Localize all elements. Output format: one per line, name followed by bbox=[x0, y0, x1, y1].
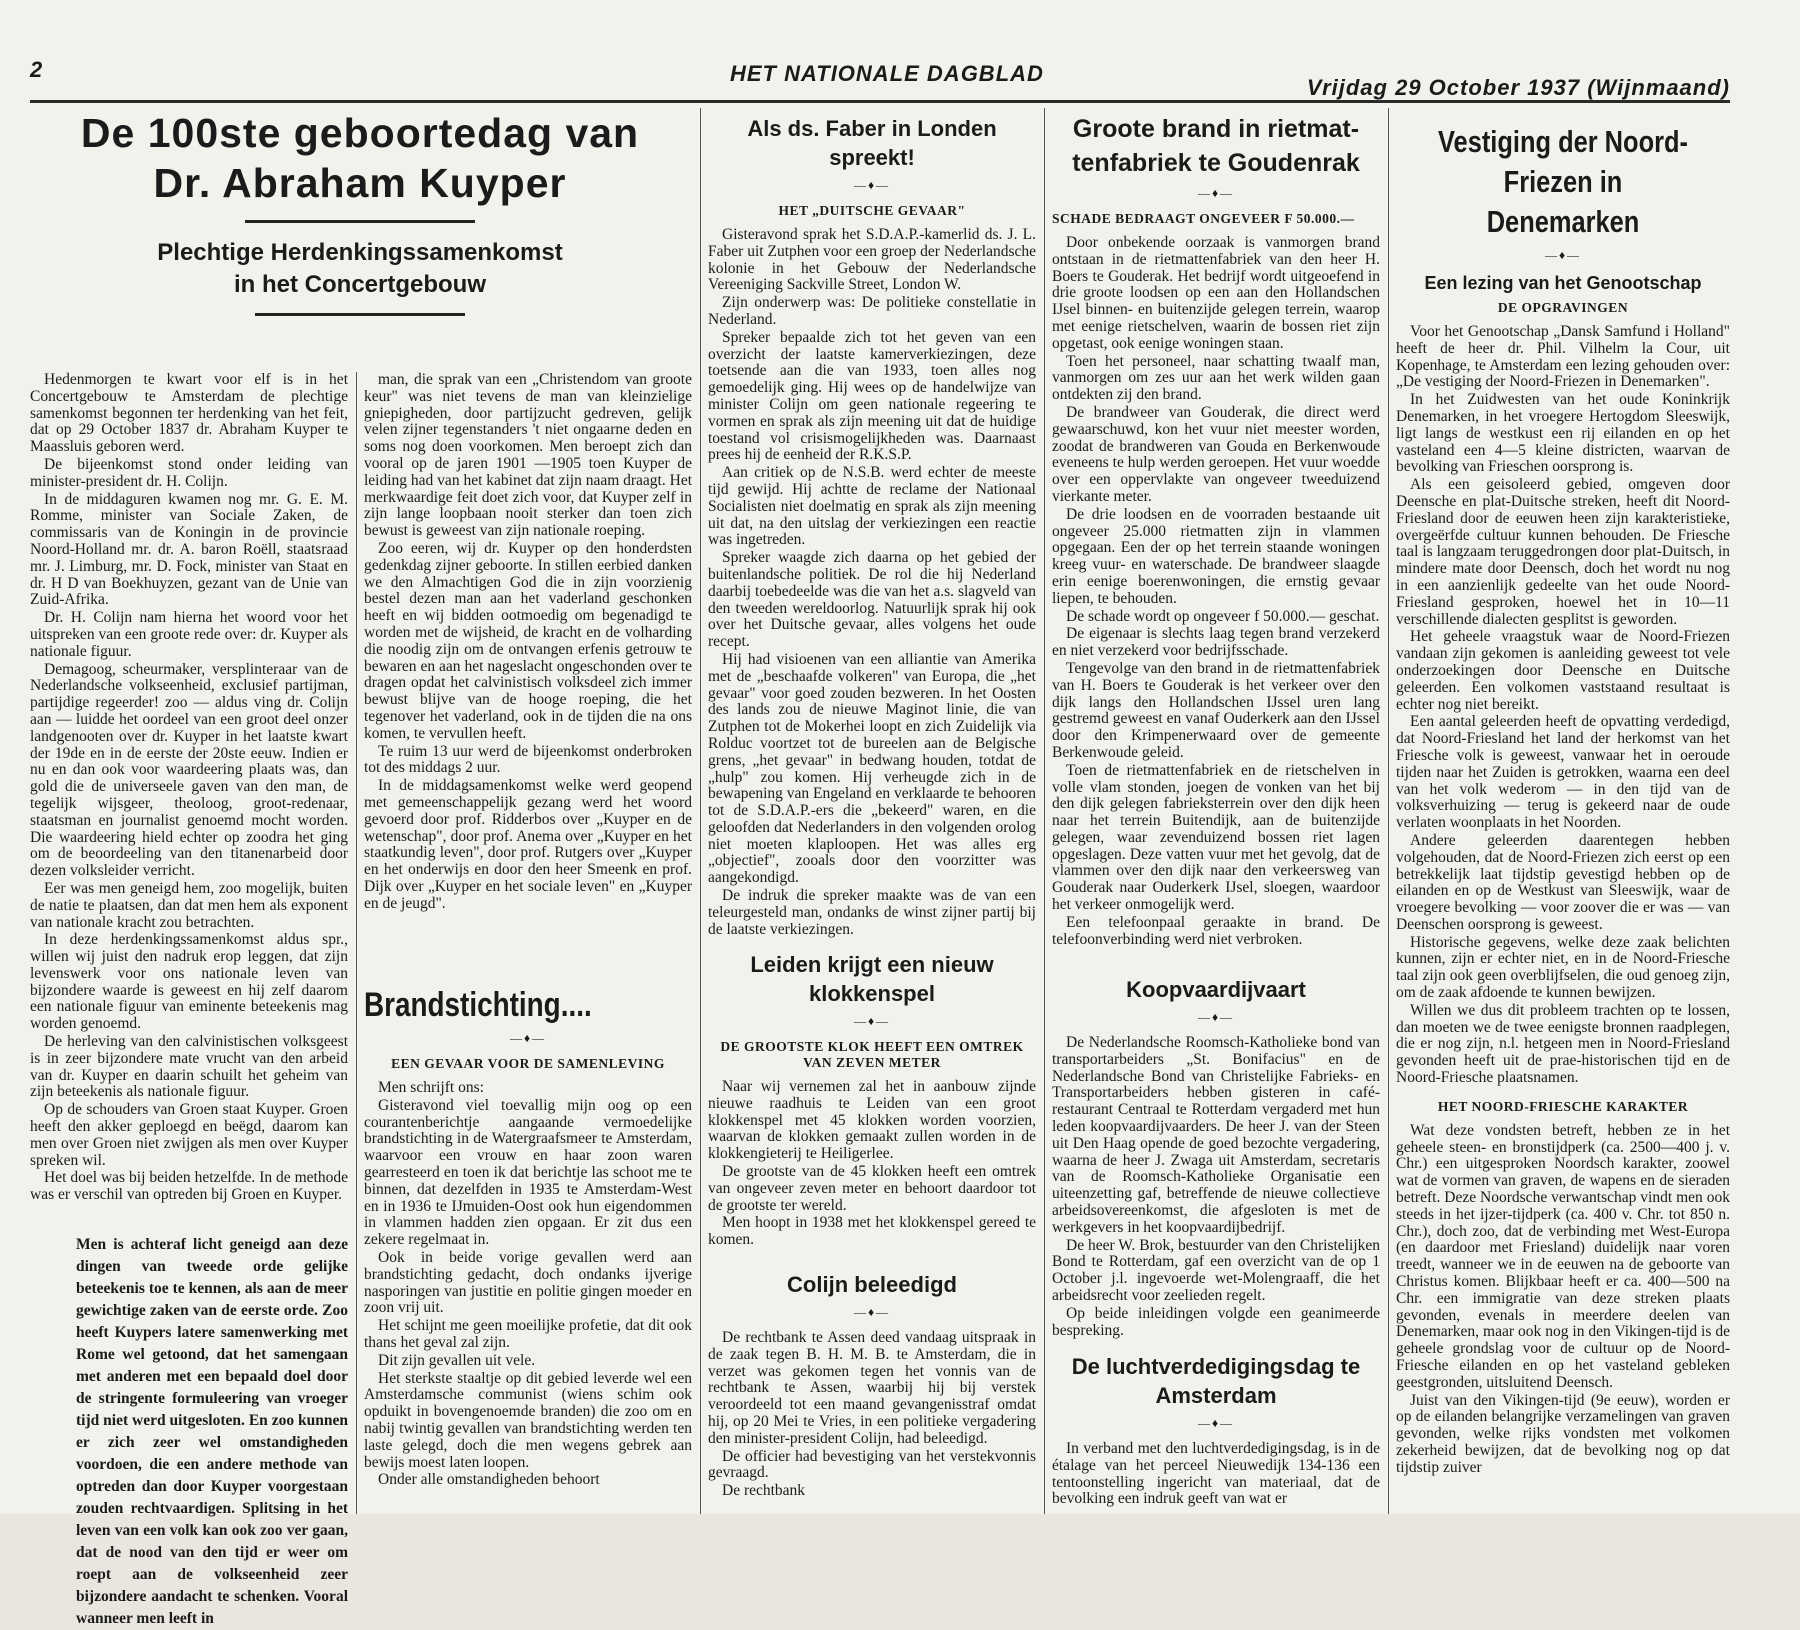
paragraph: man, die sprak van een „Christendom van groote keur" was niet tevens de man van kleinzielige gniepigheden, door partijzucht gedreven, gelijk velen zijner tegenstanders 't niet ongaarne deden en soms nog doen voorkomen. Men beroept zich dan vooral op de jaren 1901 —1905 toen Kuyper de leiding had van het kabinet dat zijn naam draagt. Het merkwaardige feit doet zich voor, dat Kuyper zelf in zijn lange loopbaan nooit sterker dan toen zich bewust is geweest van zijn nationale roeping. bbox=[364, 371, 692, 540]
paragraph: De indruk die spreker maakte was de van een teleurgesteld man, ondanks de winst zijner partij bij de laatste verkiezingen. bbox=[708, 887, 1036, 938]
paragraph: Als een geisoleerd gebied, omgeven door Deensche en plat-Duitsche streken, heeft dit Noord-Friesland door de eeuwen heen zijn karakteristieke, overgeërfde cultuur kunnen behouden. De Friesche taal is langzaam teruggedrongen door plat-Duitsch, in mindere mate door Deensch, doch het wordt nu nog in een aanzienlijk gedeelte van het oude Noord-Friesland gesproken, hoewel het in 10—11 verschillende dialecten gesplitst is geworden. bbox=[1396, 476, 1730, 628]
friezen-subtitle: Een lezing van het Genootschap bbox=[1424, 273, 1702, 293]
paragraph: De heer W. Brok, bestuurder van den Christelijken Bond te Rotterdam, gaf een overzicht van de op 1 October j.l. ingevoerde wet-Molengraaff, die het arbeidsrecht voor zeelieden regelt. bbox=[1052, 1236, 1380, 1304]
friezen-kicker: DE OPGRAVINGEN bbox=[1497, 300, 1629, 315]
paragraph: Op beide inleidingen volgde een geanimeerde bespreking. bbox=[1052, 1304, 1380, 1339]
paragraph: Toen het personeel, naar schatting twaalf man, vanmorgen om zes uur aan het werk wilden gaan ontdekten zij den brand. bbox=[1052, 352, 1380, 404]
paragraph: Zijn onderwerp was: De politieke constellatie in Nederland. bbox=[708, 294, 1036, 328]
paragraph: De bijeenkomst stond onder leiding van minister-president dr. H. Colijn. bbox=[30, 455, 348, 490]
paragraph: Willen we dus dit probleem trachten op te lossen, dan moeten we de twee eenigste bronnen raadplegen, die er nog zijn, n.l. hetgeen men in Noord-Friesland gevonden heeft uit de prae-historischen tijd en de Noord-Friesche plaatsnamen. bbox=[1396, 1001, 1730, 1087]
paragraph: Juist van den Vikingen-tijd (9e eeuw), worden er op de eilanden belangrijke verzamelingen van graven gevonden, welke rijks vondsten met volkomen zekerheid bewijzen, dat de bevolking nog op dat tijdstip zuiver bbox=[1396, 1391, 1730, 1476]
ornament: —♦— bbox=[853, 1014, 891, 1028]
paragraph: Men hoopt in 1938 met het klokkenspel gereed te komen. bbox=[708, 1214, 1036, 1249]
paragraph: Door onbekende oorzaak is vanmorgen brand ontstaan in de rietmattenfabriek van den heer H. Boers te Gouderak. Het bedrijf wordt uitgeoefend in drie groote loodsen op een aan den Hollandschen IJsel binnen- en buitenzijde gelegen terrein, waarop met eenige rietschelven, waarin de bossen riet zijn opgetast, ook eenige woningen staan. bbox=[1052, 234, 1380, 352]
kuyper-body-bold bbox=[30, 1234, 348, 1630]
page-number: 2 bbox=[30, 57, 43, 82]
column-divider bbox=[700, 108, 701, 1514]
ornament: —♦— bbox=[1197, 1010, 1235, 1024]
paragraph: Het geheele vraagstuk waar de Noord-Friezen vandaan zijn gekomen is aanleiding geweest tot vele onderzoekingen door Deensche en Duitsche geleerden. Een volkomen vaststaand resultaat is echter nog niet bereikt. bbox=[1396, 628, 1730, 713]
paragraph: De drie loodsen en de voorraden bestaande uit ongeveer 25.000 rietmatten zijn in vlammen opgegaan. Een der op het terrein staande woningen kreeg vuur- en waterschade. De brandweer slaagde erin eenige boerenwoningen, die ernstig gevaar liepen, te behouden. bbox=[1052, 505, 1380, 607]
paragraph: In de middaguren kwamen nog mr. G. E. M. Romme, minister van Sociale Zaken, de commissaris van de Koningin in de provincie Noord-Holland mr. dr. A. baron Roëll, staatsraad mr. J. Limburg, mr. D. Fock, minister van Staat en dr. H D van Boekhuyzen, gezant van de Unie van Zuid-Afrika. bbox=[30, 490, 348, 609]
friezen-title-line2: Friezen in Denemarken bbox=[1486, 164, 1640, 239]
kuyper-column-1 bbox=[30, 371, 348, 1628]
paragraph: Op de schouders van Groen staat Kuyper. Groen heeft den akker geploegd en beëgd, daarom kan men over Groen niet zwijgen als men over Kuyper spreken wil. bbox=[30, 1101, 348, 1169]
paragraph: De grootste van de 45 klokken heeft een omtrek van ongeveer zeven meter en behoort daardoor tot de grootste ter wereld. bbox=[708, 1162, 1036, 1214]
paragraph: Zoo eeren, wij dr. Kuyper op den honderdsten gedenkdag zijner geboorte. In stillen eerbied danken we den Almachtigen God die in zijn voorzienig bestel dezen man aan het vaderland geschonken heeft en wij bidden ootmoedig om begenadigd te worden met de wijsheid, de kracht en de volharding die noodig zijn om de ontvangen erfenis getrouw te bewaren en aan het nageslacht ongeschonden over te dragen opdat het calvinistisch volksdeel zich immer bewust blijve van de hooge roeping, die het tegenover het vaderland, ook in de tijden die na ons komen, te vervullen heeft. bbox=[364, 539, 692, 742]
friezen-kicker-2: HET NOORD-FRIESCHE KARAKTER bbox=[1437, 1098, 1689, 1114]
paragraph: De eigenaar is slechts laag tegen brand verzekerd en niet verzekerd voor bedrijfsschade. bbox=[1052, 625, 1380, 660]
brand2-article bbox=[1052, 108, 1380, 968]
kuyper-title-line1: De 100ste geboortedag van bbox=[80, 110, 640, 156]
paragraph: Het schijnt me geen moeilijke profetie, dat dit ook thans het geval zal zijn. bbox=[364, 1317, 692, 1351]
paragraph: Men schrijft ons: bbox=[378, 1079, 484, 1096]
paragraph: Te ruim 13 uur werd de bijeenkomst onderbroken tot des middags 2 uur. bbox=[364, 742, 692, 777]
paragraph: Een telefoonpaal geraakte in brand. De telefoonverbinding werd niet verbroken. bbox=[1052, 913, 1380, 948]
paragraph: Gisteravond sprak het S.D.A.P.-kamerlid ds. J. L. Faber uit Zutphen voor een groep der Nederlandsche kolonie in het Gebouw der Nederlandsche Vereeniging Sackville Street, London W. bbox=[708, 226, 1036, 294]
friezen-article bbox=[1396, 108, 1730, 1514]
paragraph: De officier had bevestiging van het verstekvonnis gevraagd. bbox=[708, 1447, 1036, 1482]
issue-date: Vrijdag 29 October 1937 (Wijnmaand) bbox=[1306, 75, 1730, 100]
leiden-title-line1: Leiden krijgt een nieuw bbox=[750, 952, 994, 977]
colijn-article bbox=[708, 1270, 1036, 1514]
paragraph: Historische gegevens, welke deze zaak belichten kunnen, zijn er echter niet, en in de Noord-Friesche taal zijn ook geen overblijfselen, die oud genoeg zijn, om de zaak afdoende te kunnen bewijzen. bbox=[1396, 933, 1730, 1002]
lucht-title-line2: Amsterdam bbox=[1155, 1383, 1277, 1408]
brand2-kicker: SCHADE BEDRAAGT ONGEVEER F 50.000.— bbox=[1052, 211, 1355, 226]
koop-article bbox=[1052, 975, 1380, 1345]
paper-name: HET NATIONALE DAGBLAD bbox=[730, 61, 1044, 86]
paragraph: Het doel was bij beiden hetzelfde. In de methode was er verschil van optreden bij Groen en Kuyper. bbox=[30, 1169, 348, 1204]
ornament: —♦— bbox=[853, 178, 891, 192]
paragraph: Hedenmorgen te kwart voor elf is in het Concertgebouw te Amsterdam de plechtige samenkomst begonnen ter herdenking van het feit, dat op 29 October 1837 dr. Abraham Kuyper te Maassluis geboren werd. bbox=[30, 371, 348, 456]
lucht-title-line1: De luchtverdedigingsdag te bbox=[1071, 1354, 1361, 1379]
title-rule bbox=[245, 220, 475, 223]
subtitle-rule bbox=[255, 313, 465, 316]
kuyper-subtitle-line2: in het Concertgebouw bbox=[234, 271, 486, 298]
leiden-kicker: DE GROOTSTE KLOK HEEFT EEN OMTREK VAN ZEVEN METER bbox=[720, 1039, 1024, 1070]
faber-title: Als ds. Faber in Londen spreekt! bbox=[747, 116, 997, 170]
paragraph: Spreker waagde zich daarna op het gebied der buitenlandsche politiek. De rol die hij Nederland daarbij toebedeelde was die van het a.s. slagveld van den tweeden wereldoorlog. Natuurlijk sprak hij ook over het Duitsche gevaar, alles volgens het oude recept. bbox=[708, 549, 1036, 651]
ornament: —♦— bbox=[509, 1031, 547, 1045]
kuyper-headline-block bbox=[30, 108, 690, 378]
paragraph: De rechtbank te Assen deed vandaag uitspraak in de zaak tegen B. H. M. B. te Amsterdam, die in verzet was gekomen tegen het vonnis van de rechtbank te Assen, waarbij hij bij verstek veroordeeld tot een maand gevangenisstraf omdat hij, op 20 Mei te Vries, in een politieke vergadering den minister-president Colijn, had beleedigd. bbox=[708, 1329, 1036, 1447]
kuyper-column-2 bbox=[364, 372, 692, 972]
faber-kicker: HET „DUITSCHE GEVAAR" bbox=[778, 203, 966, 218]
brand2-title-line2: tenfabriek te Goudenrak bbox=[1072, 149, 1360, 177]
brand-article bbox=[364, 985, 692, 1514]
lucht-article bbox=[1052, 1352, 1380, 1514]
masthead-rule bbox=[30, 100, 1730, 103]
ornament: —♦— bbox=[1197, 186, 1235, 200]
kuyper-body-a bbox=[30, 372, 348, 1204]
paragraph: Dr. H. Colijn nam hierna het woord voor het uitspreken van een groote rede over: dr. Kuyper als nationale figuur. bbox=[30, 609, 348, 660]
masthead bbox=[30, 55, 1730, 100]
paragraph: Wat deze vondsten betreft, hebben ze in het geheele steen- en bronstijdperk (ca. 2500—400 j. v. Chr.) een uitgesproken Noordsch karakter, zoowel wat de vormen van graven, de wapens en de sieraden betreft. Deze Noordsche verwantschap vindt men ook steeds in het ijzer-tijdperk (ca. 400 v. Chr. tot 850 n. Chr.), doch zoo, dat de verbinding met West-Europa (en daardoor met Friesland) duidelijk naar voren treedt, wanneer we in de eeuwen na de geboorte van Christus komen. Blijkbaar heeft er ca. 400—500 na Chr. een immigratie van deze streken plaats gevonden, evenals in meerdere deelen van Denemarken, maar ook nog in den Vikingen-tijd is de geheele grondslag voor de cultuur op de Noord-Friesche eilanden en op het vasteland gebleken geestgronden, uitsluitend Deensch. bbox=[1396, 1121, 1730, 1391]
column-divider bbox=[1388, 108, 1389, 1514]
paragraph: Eer was men geneigd hem, zoo mogelijk, buiten de natie te plaatsen, dan dat men hem als exponent van nationale kracht zou betrachten. bbox=[30, 879, 348, 931]
koop-title: Koopvaardijvaart bbox=[1126, 977, 1306, 1002]
faber-article bbox=[708, 108, 1036, 938]
paragraph: Ook in beide vorige gevallen werd aan brandstichting gedacht, doch ondanks ijverige nasporingen van justitie en politie gingen moeder en zoon vrij uit. bbox=[364, 1248, 692, 1317]
leiden-title-line2: klokkenspel bbox=[809, 981, 935, 1006]
paragraph: De Nederlandsche Roomsch-Katholieke bond van transportarbeiders „St. Bonifacius" en de Nederlandsche Bond van Christelijke Fabrieks- en Transportarbeiders hebben gisteren in café-restaurant Centraal te Rotterdam vergaderd met hun leden koopvaardijvaarders. De heer J. van der Steen uit Den Haag opende de goed bezochte vergadering, waarna de heer J. Zwaga uit Amsterdam, secretaris van de Roomsch-Katholieke Organisatie een uiteenzetting gaf, betreffende de nieuwe collectieve arbeidsovereenkomst, die afgesloten is met de werkgevers in het koopvaardijbedrijf. bbox=[1052, 1034, 1380, 1236]
paragraph: Aan critiek op de N.S.B. werd echter de meeste tijd gewijd. Hij achtte de reclame der Nationaal Socialisten niet doelmatig en sprak als zijn meening uit dat, na den uitslag der verkiezingen een reactie was ingetreden. bbox=[708, 464, 1036, 549]
paragraph: Spreker bepaalde zich tot het geven van een overzicht der laatste kamerverkiezingen, deze toetsende aan die van 1933, toen alles nog gemoedelijk ging. Hij wees op de handelwijze van minister Colijn om geen nationale regeering te vormen en sprak als zijn meening uit dat de huidige toestand vol crisismogelijkheden was. Daarnaast prees hij de eenheid der R.K.S.P. bbox=[708, 328, 1036, 464]
paragraph: Naar wij vernemen zal het in aanbouw zijnde nieuwe raadhuis te Leiden van een groot klokkenspel met 45 klokken worden voorzien, waarvan de klokken gemaakt zullen worden in de klokkengieterij te Heiligerlee. bbox=[708, 1078, 1036, 1163]
ornament: —♦— bbox=[1197, 1416, 1235, 1430]
paragraph: In het Zuidwesten van het oude Koninkrijk Denemarken, in het vroegere Hertogdom Sleeswijk, ligt langs de westkust een rij eilanden en op het vasteland een 4—5 kleine districten, waarvan de bevolking van Frieschen oorsprong is. bbox=[1396, 391, 1730, 476]
friezen-title-line1: Vestiging der Noord- bbox=[1438, 124, 1688, 159]
paragraph: In verband met den luchtverdedigingsdag, is in de étalage van het perceel Nieuwedijk 134-136 een tentoonstelling ingericht van materiaal, dat de bevolking een indruk geeft van wat er bbox=[1052, 1440, 1380, 1508]
paragraph: De brandweer van Gouderak, die direct werd gewaarschuwd, kon het vuur niet meester worden, zoodat de brandweren van Gouda en Berkenwoude eveneens te hulp werden geroepen. Het vuur woedde over een oppervlakte van ongeveer tweeduizend vierkante meter. bbox=[1052, 403, 1380, 505]
paragraph: Een aantal geleerden heeft de opvatting verdedigd, dat Noord-Friesland het land der herkomst van het Friesche volk is geweest, vanwaar het in oeroude tijden naar het Zuiden is getrokken, waarna een deel van het volk wederom — in den tijd van de volksverhuizing — terug is gekeerd naar de oude verlaten woonplaats in het Noorden. bbox=[1396, 713, 1730, 832]
ornament: —♦— bbox=[1544, 248, 1582, 262]
brand-kicker: EEN GEVAAR VOOR DE SAMENLEVING bbox=[391, 1056, 665, 1071]
paragraph: Het sterkste staaltje op dit gebied leverde wel een Amsterdamsche communist (wiens schim ook opduikt in bovengenoemde branden) die zoo om en nabij twintig gevallen van brandstichting werden ten laste gelegd, doch die men wegens gebrek aan bewijs moest laten loopen. bbox=[364, 1369, 692, 1471]
paragraph: Gisteravond viel toevallig mijn oog op een courantenberichtje aangaande vermoedelijke brandstichting in de Watergraafsmeer te Amsterdam, waarvoor een vrouw en haar zoon waren gearresteerd en toen ik dat berichtje las schoot me te binnen, dat dezelfden in 1935 te Amsterdam-West en in 1936 te IJmuiden-Oost ook hun eigendommen in vlammen hadden zien opgaan. Er zit dus een zekere regelmaat in. bbox=[364, 1096, 692, 1249]
paragraph: Onder alle omstandigheden behoort bbox=[378, 1471, 600, 1489]
paragraph: Voor het Genootschap „Dansk Samfund i Holland" heeft de heer dr. Phil. Vilhelm la Cour, uit Kopenhage, te Amsterdam een lezing gehouden over: „De vestiging der Noord-Friezen in Denemarken". bbox=[1396, 323, 1730, 391]
paragraph: Andere geleerden daarentegen hebben volgehouden, dat de Noord-Friezen zich eerst op een betrekkelijk laat tijdstip gevestigd hebben op de eilanden en op de Westkust van Sleeswijk, waar de vroegere bevolking — voor zoover die er was — van Deenschen oorsprong is geweest. bbox=[1396, 831, 1730, 933]
paragraph: Hij had visioenen van een alliantie van Amerika met de „beschaafde volkeren" van Europa, die „het gevaar" voor goed zouden bezweren. In het Oosten des lands zou de nieuwe Maginot linie, die van Zutphen tot de Mokerhei loopt en zich Zuidelijk via Rolduc voortzet tot de bureelen aan de Belgische grens, „het gevaar" in bedwang houden, totdat de „hulp" zou komen. Hij verheugde zich in de bewapening van Engeland en verklaarde te behooren tot de S.D.A.P.-ers die „bekeerd" waren, en die geloofden dat Nederlanders in den volgenden orolog niet moeten klaploopen. Het was alles erg „objectief", zooals door den voorzitter was aangekondigd. bbox=[708, 650, 1036, 887]
paragraph-bold: Men is achteraf licht geneigd aan deze dingen van tweede orde gelijke beteekenis toe te kennen, als aan de meer gewichtige zaken van de eerste orde. Zoo heeft Kuypers latere samenwerking met Rome wel getoond, dat het samengaan met anderen met een bepaald doel door de stringente formuleering van vroeger tijd niet werd uitgesloten. En zoo kunnen er zich zeer wel omstandigheden voordoen, die een andere methode van optreden dan door Kuyper voorgestaan zouden rechtvaardigen. Splitsing in het leven van een volk kan ook zoo ver gaan, dat de nood van den tijd er weer om roept aan de volkseenheid zeer bijzondere aandacht te schenken. Vooral wanneer men leeft in bbox=[76, 1236, 348, 1628]
brand2-title-line1: Groote brand in rietmat- bbox=[1072, 115, 1360, 143]
paragraph: Dit zijn gevallen uit vele. bbox=[378, 1351, 536, 1369]
kuyper-subtitle-line1: Plechtige Herdenkingssamenkomst bbox=[157, 239, 563, 266]
ornament: —♦— bbox=[853, 1305, 891, 1319]
kuyper-title-line2: Dr. Abraham Kuyper bbox=[153, 160, 567, 206]
paragraph: Toen de rietmattenfabriek en de rietschelven in volle vlam stonden, joegen de vonken van het bij den dijk gelegen fabrieksterrein over den dijk heen naar het terrein Buitendijk, aan de buitenzijde gelegen, waar zevenduizend bossen riet lagen opgeslagen. Deze vatten vuur met het gevolg, dat de vlammen over den dijk naar den verkeersweg van Gouderak naar Ouderkerk IJsel, sloegen, waardoor het verkeer onmogelijk werd. bbox=[1052, 761, 1380, 914]
leiden-article bbox=[708, 950, 1036, 1250]
paragraph: De schade wordt op ongeveer f 50.000.— geschat. bbox=[1066, 607, 1380, 625]
paragraph: In de middagsamenkomst welke werd geopend met gemeenschappelijk gezang werd het woord gevoerd door prof. Ridderbos over „Kuyper en de wetenschap", door prof. Anema over „Kuyper en het staatkundig leven", door prof. Rutgers over „Kuyper en het onderwijs en door den heer Smeenk en prof. Dijk over „Kuyper en het sociale leven" en „Kuyper en de jeugd". bbox=[364, 777, 692, 912]
column-divider bbox=[356, 372, 357, 1514]
paragraph: Demagoog, scheurmaker, versplinteraar van de Nederlandsche volkseenheid, exclusief partijman, partijdige regeerder! zoo — aldus ving dr. Colijn aan — luidde het oordeel van een groot deel onzer landgenooten over dr. Kuyper in het laatste kwart der 19de en in de eerste der 20ste eeuw. Indien er nu en dan ook voor waardeering plaats was, dan gold die de universeele gaven van den man, de tegelijk wijsgeer, theoloog, groot-redenaar, staatsman en journalist genoemd mocht worden. Die waardeering hield echter op zoodra het ging om de beoordeeling van den titanenarbeid door dezen volksleider verricht. bbox=[30, 660, 348, 880]
paragraph: In deze herdenkingssamenkomst aldus spr., willen wij juist den nadruk erop leggen, dat zijn levenswerk voor ons nationale leven van bijzondere waarde is geweest en hij zelf daarom een nationale figuur van eminente beteekenis mag worden genoemd. bbox=[30, 931, 348, 1033]
column-divider bbox=[1044, 108, 1045, 1514]
paragraph: Tengevolge van den brand in de rietmattenfabriek van H. Boers te Gouderak is het verkeer over den dijk langs den Hollandschen IJssel uren lang gestremd geweest en vanaf Ouderkerk aan den IJssel door den Krimpenerwaard over de gemeente Berkenwoude geleid. bbox=[1052, 659, 1380, 761]
paragraph: De rechtbank bbox=[722, 1482, 806, 1500]
colijn-title: Colijn beleedigd bbox=[787, 1272, 957, 1297]
paragraph: De herleving van den calvinistischen volksgeest is in zeer bijzondere mate vrucht van den arbeid van dr. Kuyper en daarin schuilt het geheim van zijn beteekenis als nationale figuur. bbox=[30, 1033, 348, 1101]
brand-title: Brandstichting.... bbox=[364, 986, 592, 1024]
